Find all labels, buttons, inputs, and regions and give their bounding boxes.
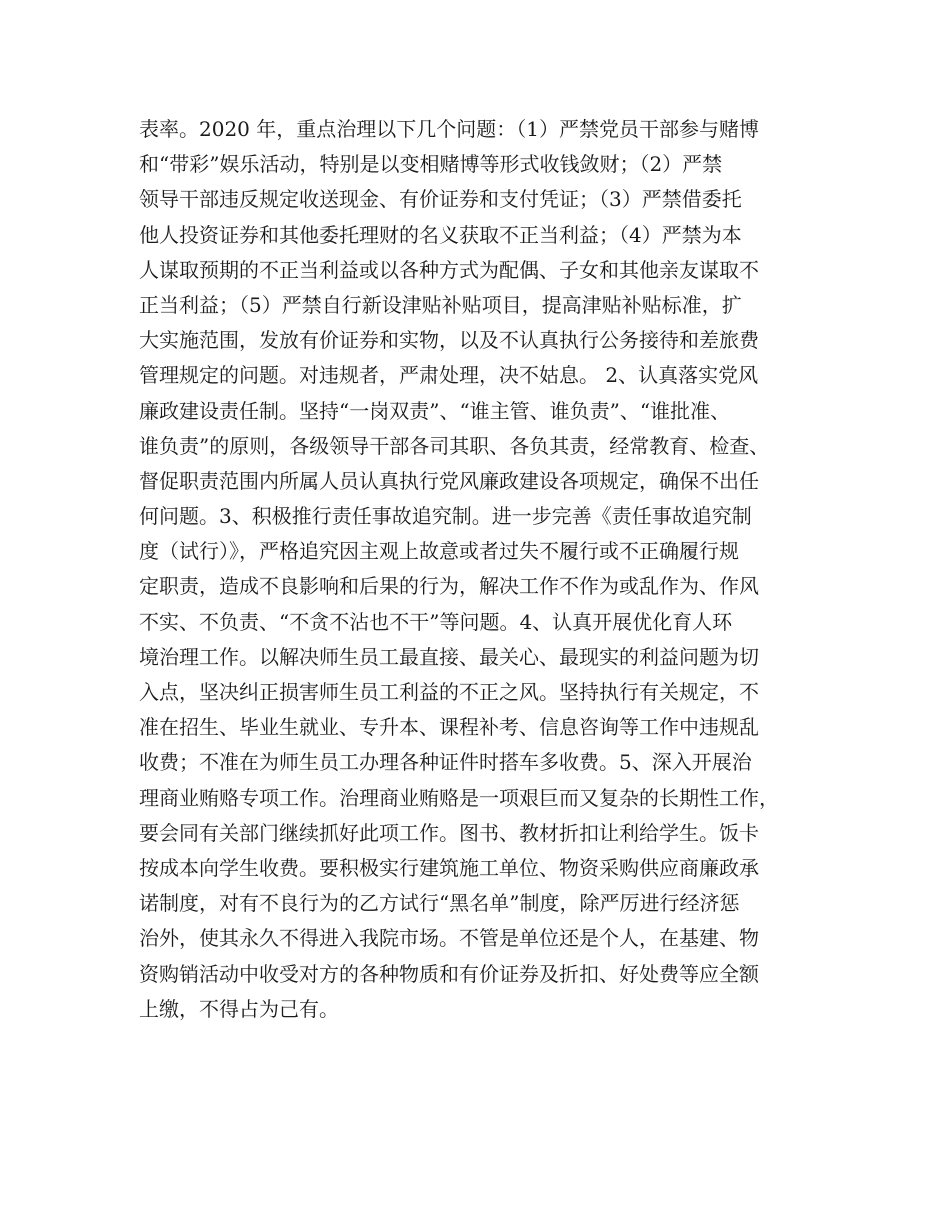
text-line: 他人投资证券和其他委托理财的名义获取不正当利益；（4）严禁为本 — [139, 222, 742, 247]
text-line: 大实施范围，发放有价证券和实物，以及不认真执行公务接待和差旅费 — [139, 328, 759, 353]
text-line: 督促职责范围内所属人员认真执行党风廉政建设各项规定，确保不出任 — [139, 468, 759, 493]
text-line: 治外，使其永久不得进入我院市场。不管是单位还是个人，在基建、物 — [139, 926, 759, 951]
text-line: 管理规定的问题。对违规者，严肃处理，决不姑息。 2、认真落实党风 — [139, 363, 759, 388]
text-line: 上缴，不得占为己有。 — [139, 996, 339, 1021]
text-line: 人谋取预期的不正当利益或以各种方式为配偶、子女和其他亲友谋取不 — [139, 257, 759, 282]
text-line: 廉政建设责任制。坚持“一岗双责”、“谁主管、谁负责”、“谁批准、 — [139, 398, 731, 423]
text-line: 度（试行）》，严格追究因主观上故意或者过失不履行或不正确履行规 — [139, 539, 739, 564]
text-line: 表率。2020 年，重点治理以下几个问题：（1）严禁党员干部参与赌博 — [139, 117, 759, 141]
text-line: 要会同有关部门继续抓好此项工作。图书、教材折扣让利给学生。饭卡 — [139, 820, 759, 845]
text-line: 何问题。3、积极推行责任事故追究制。进一步完善《责任事故追究制 — [139, 504, 752, 529]
text-line: 定职责，造成不良影响和后果的行为，解决工作不作为或乱作为、作风 — [139, 574, 759, 599]
text-line: 资购销活动中收受对方的各种物质和有价证券及折扣、好处费等应全额 — [139, 961, 759, 986]
text-line: 按成本向学生收费。要积极实行建筑施工单位、物资采购供应商廉政承 — [139, 855, 759, 880]
text-line: 不实、不负责、“不贪不沾也不干”等问题。4、认真开展优化育人环 — [139, 609, 733, 634]
text-line: 谁负责”的原则，各级领导干部各司其职、各负其责，经常教育、检查、 — [139, 433, 770, 458]
text-line: 境治理工作。以解决师生员工最直接、最关心、最现实的利益问题为切 — [139, 644, 759, 669]
text-line: 收费；不准在为师生员工办理各种证件时搭车多收费。5、深入开展治 — [139, 750, 752, 775]
text-line: 领导干部违反规定收送现金、有价证券和支付凭证；（3）严禁借委托 — [139, 187, 742, 212]
text-line: 正当利益；（5）严禁自行新设津贴补贴项目，提高津贴补贴标准，扩 — [139, 292, 742, 317]
text-line: 诺制度，对有不良行为的乙方试行“黑名单”制度，除严厉进行经济惩 — [139, 891, 740, 916]
text-line: 准在招生、毕业生就业、专升本、课程补考、信息咨询等工作中违规乱 — [139, 715, 759, 740]
text-line: 入点，坚决纠正损害师生员工利益的不正之风。坚持执行有关规定，不 — [139, 680, 759, 704]
text-line: 理商业贿赂专项工作。治理商业贿赂是一项艰巨而又复杂的长期性工作， — [139, 785, 779, 810]
text-line: 和“带彩”娱乐活动，特别是以变相赌博等形式收钱敛财；（2）严禁 — [139, 152, 723, 177]
body-text — [139, 112, 819, 1027]
